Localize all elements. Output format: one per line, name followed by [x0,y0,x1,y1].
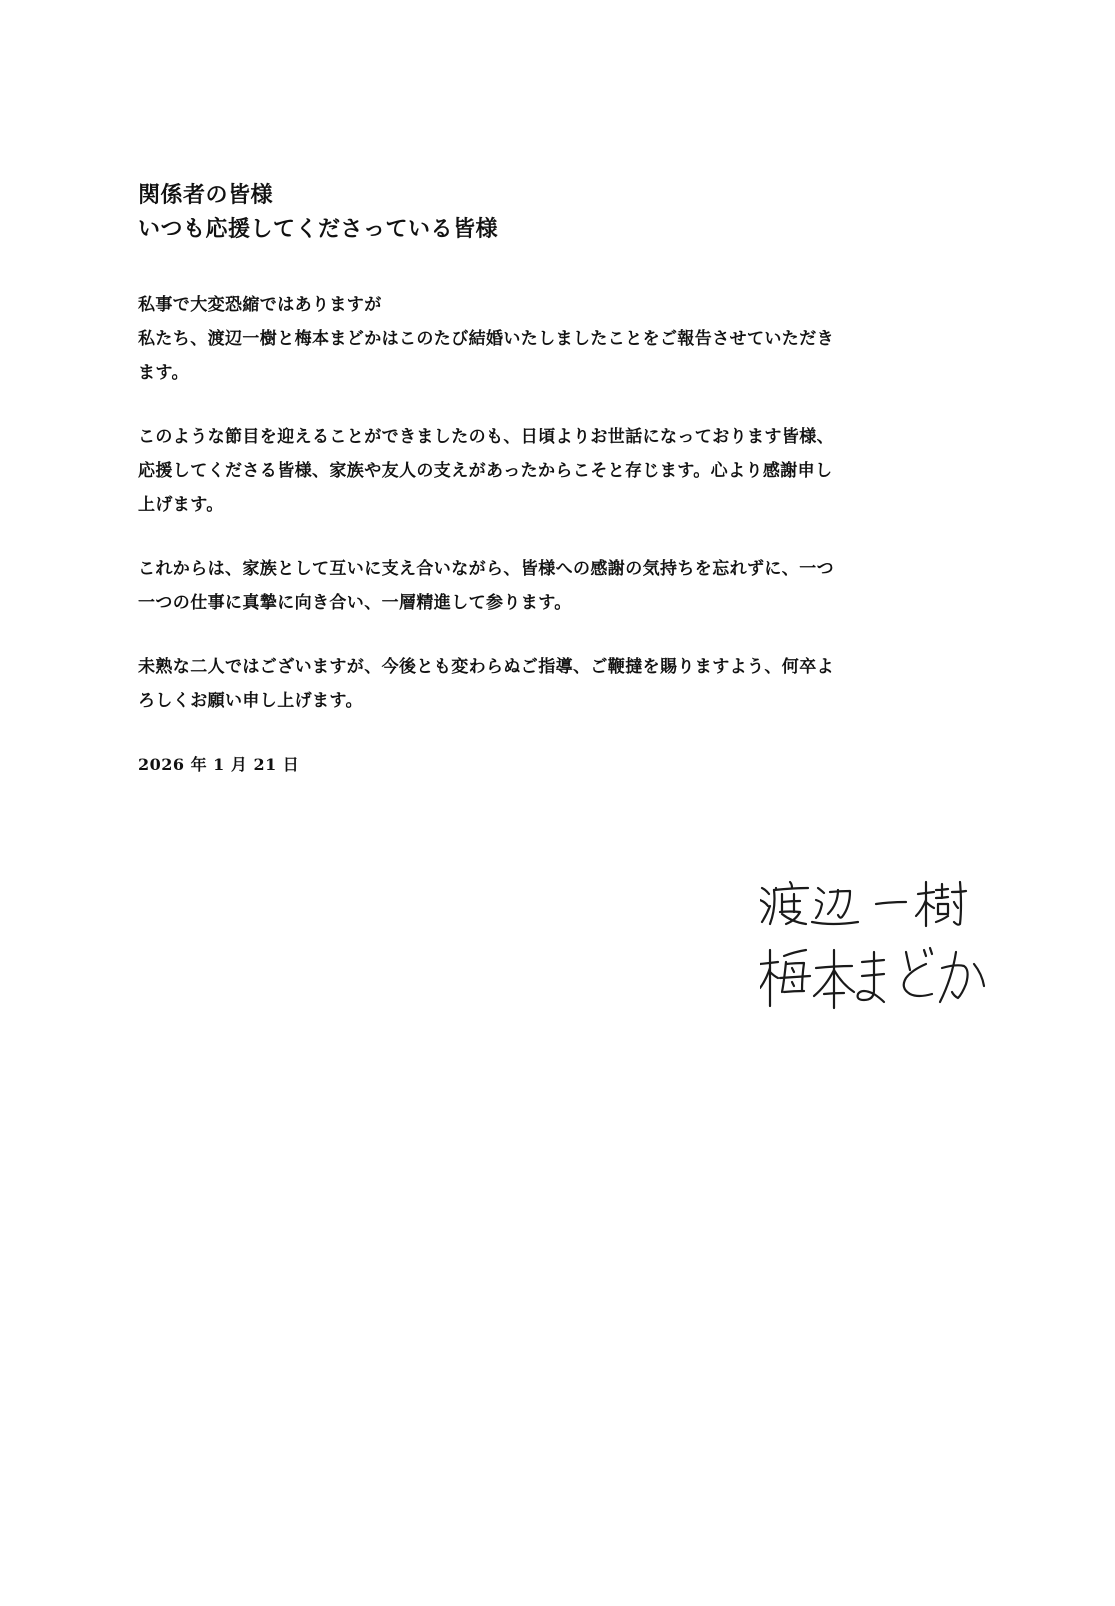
paragraph-line: 私事で大変恐縮ではありますが [138,295,382,315]
paragraph [138,650,968,718]
paragraph-line: ろしくお願い申し上げます。 [138,691,363,711]
letter-date: 2026 年 1 月 21 日 [138,755,300,774]
paragraph-line: 私たち、渡辺一樹と梅本まどかはこのたび結婚いたしましたことをご報告させていただき [138,329,834,349]
paragraph-line: このような節目を迎えることができましたのも、日頃よりお世話になっております皆様、 [138,427,834,447]
signature-glyph [858,952,884,1002]
salutation [138,178,968,246]
paragraph [138,552,968,620]
salutation-line: 関係者の皆様 [138,182,274,208]
paragraph [138,420,968,522]
salutation-line: いつも応援してくださっている皆様 [138,216,499,242]
paragraph-line: 上げます。 [138,495,224,515]
paragraph-line: ます。 [138,363,189,383]
signature-glyph [760,882,808,924]
signature-glyph [812,888,858,924]
paragraph-line: これからは、家族として互いに支え合いながら、皆様への感謝の気持ちを忘れずに、一つ [138,559,834,579]
paragraph [138,288,968,390]
paragraph-line: 一つの仕事に真摯に向き合い、一層精進して参ります。 [138,593,572,613]
signature-glyph [916,882,966,926]
paragraph-line: 未熟な二人ではございますが、今後とも変わらぬご指導、ご鞭撻を賜りますよう、何卒よ [138,657,834,677]
signature-glyph [760,950,810,1006]
paragraph-line: 応援してくださる皆様、家族や友人の支えがあったからこそと存じます。心より感謝申し [138,461,833,481]
signature-glyph [814,950,854,1008]
signature-glyph [940,952,984,1002]
signature-glyph [876,902,906,904]
signature-glyph [904,948,932,996]
handwritten-signature [760,880,990,1030]
letter-body [138,178,968,782]
